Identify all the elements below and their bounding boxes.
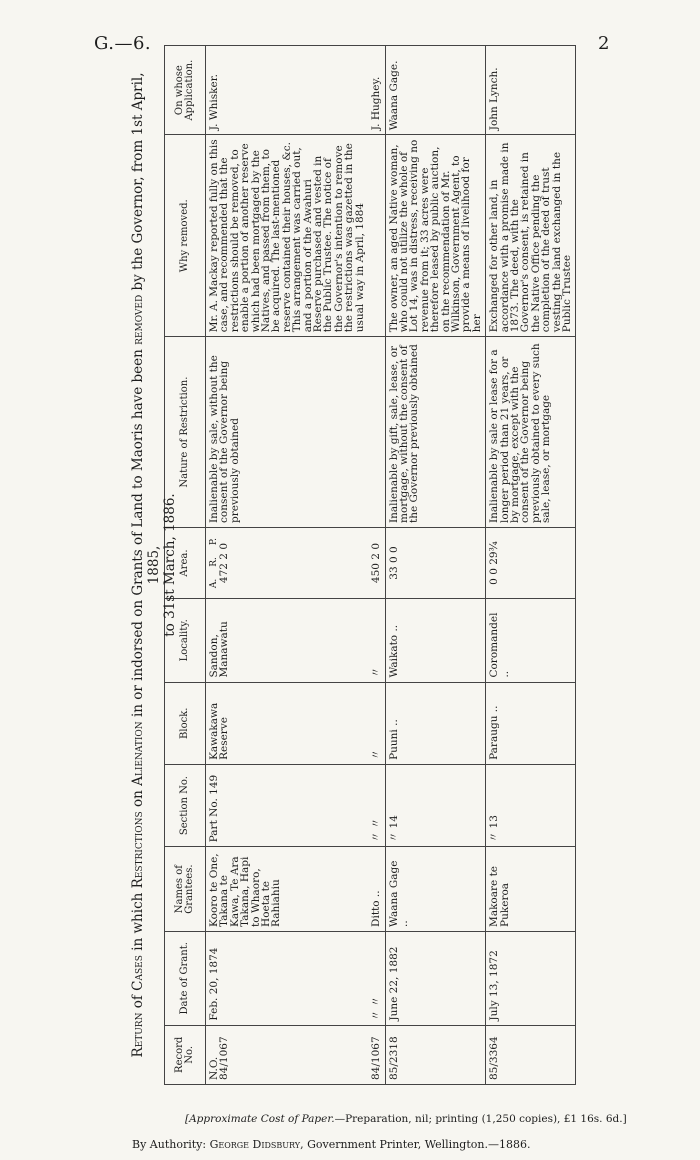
printer-name: George Didsbury — [209, 1138, 301, 1151]
restrictions-table — [164, 45, 576, 1085]
table-row — [368, 46, 385, 1085]
locality: Waikato .. — [385, 599, 486, 682]
block: 〃 — [368, 682, 385, 764]
area-unit-acres: A. — [209, 578, 219, 589]
nature-of-restriction: Inalienable by sale, without the consent of the Governor being previously obtained — [206, 337, 369, 528]
title-part: removed — [130, 294, 146, 345]
why-removed — [368, 135, 385, 337]
area: 450 2 0 — [368, 527, 385, 598]
col-why-removed: Why removed. — [165, 135, 206, 337]
record-no: 85/3364 — [486, 1025, 576, 1084]
table-row — [486, 46, 576, 1085]
area: 33 0 0 — [385, 527, 486, 598]
cost-note — [185, 1113, 627, 1125]
on-whose-application: J. Whisker. — [206, 46, 369, 135]
title-part: on — [130, 785, 146, 812]
title-line-1 — [130, 55, 162, 1075]
block: Paraugu .. — [486, 682, 576, 764]
date-of-grant: June 22, 1882 — [385, 931, 486, 1025]
table-row — [206, 46, 369, 1085]
section-no: Part No. 149 — [206, 764, 369, 846]
grantees: Makoare te Pukeroa — [486, 847, 576, 932]
on-whose-application: J. Hughey. — [368, 46, 385, 135]
on-whose-application: John Lynch. — [486, 46, 576, 135]
area — [206, 527, 369, 598]
title-line-2: to 31st March, 1886. — [162, 493, 178, 637]
section-no: 〃 13 — [486, 764, 576, 846]
col-record-no: Record No. — [165, 1025, 206, 1084]
title-part: Return — [130, 1012, 146, 1058]
record-no: N.O. 84/1067 — [206, 1025, 369, 1084]
title-part: Alienation — [130, 721, 146, 786]
date-of-grant: 〃 〃 — [368, 931, 385, 1025]
why-removed: The owner, an aged Native woman, who could not utilize the whole of Lot 14, was in distress, receiving no revenue from it; 33 acres were therefore leased by public auction, on the recommendation of Mr. Wilkinson, Government Agent, to provide a means of livelihood for her — [385, 135, 486, 337]
why-removed: Mr. A. Mackay reported fully on this case, and recommended that the restrictions should be removed, to enable a portion of another reserve which had been mortgaged by the Natives, and passed from them, to be acquired. The last-mentioned reserve contained their houses, &c. This arrangement was carried out, and a portion of the Awahuri Reserve purchased and vested in the Public Trustee. The notice of the Governor's intention to remove the restrictions was gazetted in the usual way in April, 1884 — [206, 135, 369, 337]
col-date-of-grant: Date of Grant. — [165, 931, 206, 1025]
cost-text: —Preparation, nil; printing (1,250 copies), £1 16s. 6d.] — [334, 1113, 627, 1125]
cost-label: [Approximate Cost of Paper. — [185, 1113, 335, 1125]
col-nature-of-restriction: Nature of Restriction. — [165, 337, 206, 528]
authority-prefix: By Authority: — [132, 1138, 210, 1151]
grantees: Ditto .. — [368, 847, 385, 932]
section-no: 〃 14 — [385, 764, 486, 846]
title-part: Restrictions — [130, 811, 146, 889]
title-part: in or indorsed on Grants of Land to Maoris have been — [130, 344, 146, 722]
authority-suffix: , Government Printer, Wellington.—1886. — [300, 1138, 531, 1151]
nature-of-restriction — [368, 337, 385, 528]
locality: 〃 — [368, 599, 385, 682]
date-of-grant: Feb. 20, 1874 — [206, 931, 369, 1025]
block: Puuni .. — [385, 682, 486, 764]
page-number: 2 — [598, 33, 610, 54]
block: Kawakawa Reserve — [206, 682, 369, 764]
record-no: 84/1067 — [368, 1025, 385, 1084]
col-on-whose-application: On whose Application. — [165, 46, 206, 135]
col-names-of-grantees: Names of Grantees. — [165, 847, 206, 932]
col-area: Area. — [165, 527, 206, 598]
area-unit-roods: R. — [209, 557, 219, 567]
locality: Sandon, Manawatu — [206, 599, 369, 682]
title-part: Cases — [130, 955, 146, 991]
table-row — [385, 46, 486, 1085]
why-removed: Exchanged for other land, in accordance with a promise made in 1873. The deed, with the Governor's consent, is retained in the Native Office pending the completion of the deed of trust vesting the land exchanged in the Public Trustee — [486, 135, 576, 337]
title-part: by the Governor, from 1st April, 1885, — [130, 72, 162, 585]
nature-of-restriction: Inalienable by gift, sale, lease, or mortgage, without the consent of the Governor previously obtained — [385, 337, 486, 528]
grantees: Kooro te One, Takana te Kawa, Te Ara Takana, Hapi to Whaoro, Hoeta te Rahiahiu — [206, 847, 369, 932]
title-part: of — [130, 990, 146, 1013]
date-of-grant: July 13, 1872 — [486, 931, 576, 1025]
table-title — [130, 45, 178, 1085]
col-section-no: Section No. — [165, 764, 206, 846]
nature-of-restriction: Inalienable by sale or lease for a longer period than 21 years, or by mortgage, except with the consent of the Governor being previously obtained to every such sale, lease, or mortgage — [486, 337, 576, 528]
printer-imprint — [132, 1138, 530, 1151]
col-locality: Locality. — [165, 599, 206, 682]
locality: Coromandel .. — [486, 599, 576, 682]
area-unit-perches: P. — [209, 538, 219, 546]
record-no: 85/2318 — [385, 1025, 486, 1084]
page-code: G.—6. — [94, 33, 152, 54]
grantees: Waana Gage .. — [385, 847, 486, 932]
return-table-block — [130, 45, 600, 1085]
on-whose-application: Waana Gage. — [385, 46, 486, 135]
area: 0 0 29¾ — [486, 527, 576, 598]
section-no: 〃 〃 — [368, 764, 385, 846]
title-part: in which — [130, 888, 146, 956]
area-value: 472 2 0 — [218, 543, 231, 584]
col-block: Block. — [165, 682, 206, 764]
